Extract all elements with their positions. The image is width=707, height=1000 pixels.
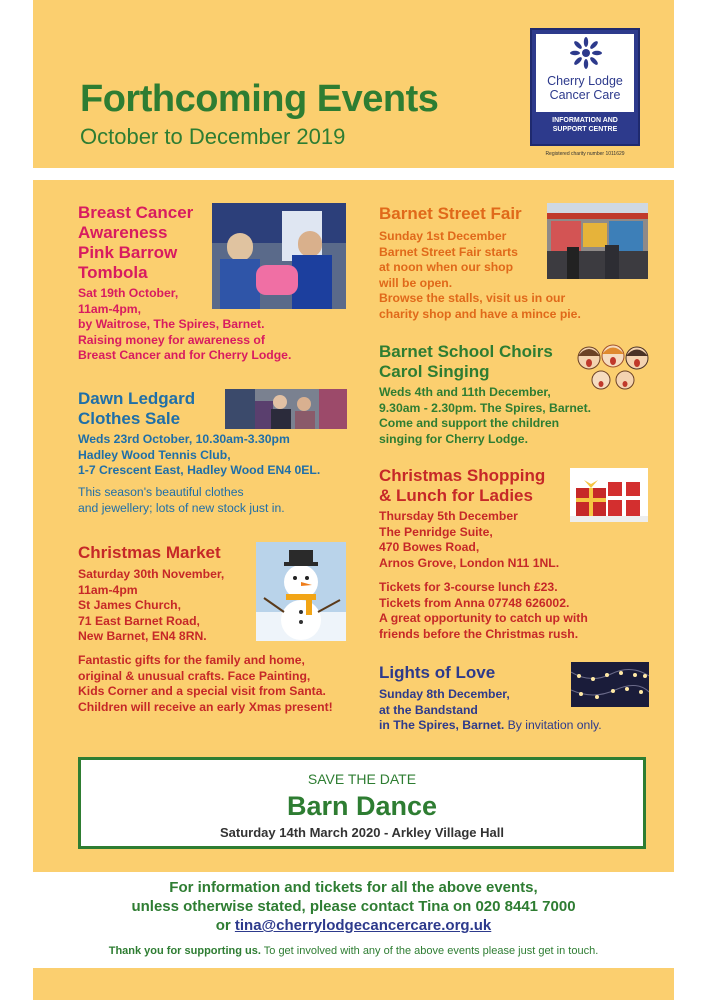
market-description: Fantastic gifts for the family and home, original & unusual crafts. Face Painting, Kids Corner and a special visit from Santa. Children will receive an early Xmas present!: [78, 653, 333, 714]
lights-invitation: By invitation only.: [504, 718, 602, 733]
choirs-title: Barnet School Choirs Carol Singing: [379, 342, 553, 381]
snowman-photo: [256, 542, 346, 641]
flower-icon: [570, 37, 602, 69]
barn-dance-title: Barn Dance: [286, 791, 438, 821]
lunch-title: Christmas Shopping & Lunch for Ladies: [379, 466, 546, 505]
thanks-bold: Thank you for supporting us.: [108, 945, 261, 957]
registration-number: Registered charity number 1011629: [545, 151, 625, 157]
tombola-photo: [212, 203, 346, 309]
market-title: Christmas Market: [78, 543, 221, 562]
gifts-photo: [570, 468, 648, 522]
singing-children-icon: [577, 342, 649, 390]
clothes-description: This season's beautiful clothes and jewellery; lots of new stock just in.: [78, 485, 285, 515]
snowman-icon: [256, 542, 346, 641]
clothes-title: Dawn Ledgard Clothes Sale: [78, 389, 196, 428]
tombola-title: Breast Cancer Awareness Pink Barrow Tombola: [78, 203, 194, 282]
fair-title: Barnet Street Fair: [379, 204, 522, 223]
logo-sub-line2: SUPPORT CENTRE: [552, 126, 618, 133]
logo-name-line2: Cancer Care: [549, 88, 621, 102]
choirs-details: Weds 4th and 11th December, 9.30am - 2.30pm. The Spires, Barnet. Come and support the children singing for Cherry Lodge.: [379, 385, 592, 446]
tombola-details: Sat 19th October, 11am-4pm, by Waitrose, The Spires, Barnet. Raising money for awareness of Breast Cancer and for Cherry Lodge.: [78, 286, 292, 363]
contact-line1: For information and tickets for all the above events,: [169, 879, 538, 896]
save-the-date-label: SAVE THE DATE: [307, 771, 417, 787]
lights-details: Sunday 8th December, at the Bandstand in The Spires, Barnet. By invitation only.: [379, 687, 602, 733]
thank-you-note: [33, 945, 674, 957]
clothes-details: Weds 23rd October, 10.30am-3.30pm Hadley Wood Tennis Club, 1-7 Crescent East, Hadley Wood EN4 0EL.: [78, 432, 321, 478]
street-fair-photo: [547, 203, 648, 279]
thanks-rest: To get involved with any of the above events please just get in touch.: [260, 945, 599, 957]
save-the-date-box: [78, 757, 646, 849]
lights-photo: [571, 662, 649, 707]
cherry-lodge-logo: [530, 28, 640, 146]
lunch-details: Thursday 5th December The Penridge Suite, 470 Bowes Road, Arnos Grove, London N11 1NL.: [379, 509, 560, 570]
contact-info: [33, 878, 674, 935]
barn-dance-date: Saturday 14th March 2020 - Arkley Village Hall: [220, 825, 504, 840]
lights-location: in The Spires, Barnet.: [379, 718, 505, 733]
market-details: Saturday 30th November, 11am-4pm St James Church, 71 East Barnet Road, New Barnet, EN4 8RN.: [78, 567, 225, 644]
contact-email-link[interactable]: tina@cherrylodgecancercare.org.uk: [234, 917, 492, 934]
clothes-photo: [225, 389, 347, 429]
gift-icon: [570, 468, 648, 522]
lights-title: Lights of Love: [379, 663, 496, 682]
fairy-lights-icon: [571, 662, 649, 707]
contact-line2: unless otherwise stated, please contact Tina on 020 8441 7000: [131, 898, 576, 915]
logo-name-line1: Cherry Lodge: [547, 74, 623, 88]
bottom-strip: [33, 968, 674, 1000]
page-title: Forthcoming Events: [80, 78, 439, 120]
choir-children-illustration: [577, 342, 649, 390]
fair-details: Sunday 1st December Barnet Street Fair starts at noon when our shop will be open. Browse the stalls, visit us in our charity shop and have a mince pie.: [379, 229, 581, 321]
page-subtitle: October to December 2019: [80, 124, 346, 149]
lunch-tickets: Tickets for 3-course lunch £23. Tickets from Anna 07748 626002. A great opportunity to catch up with friends before the Christmas rush.: [379, 580, 588, 641]
contact-or: or: [215, 917, 235, 934]
logo-sub-line1: INFORMATION AND: [552, 117, 618, 124]
